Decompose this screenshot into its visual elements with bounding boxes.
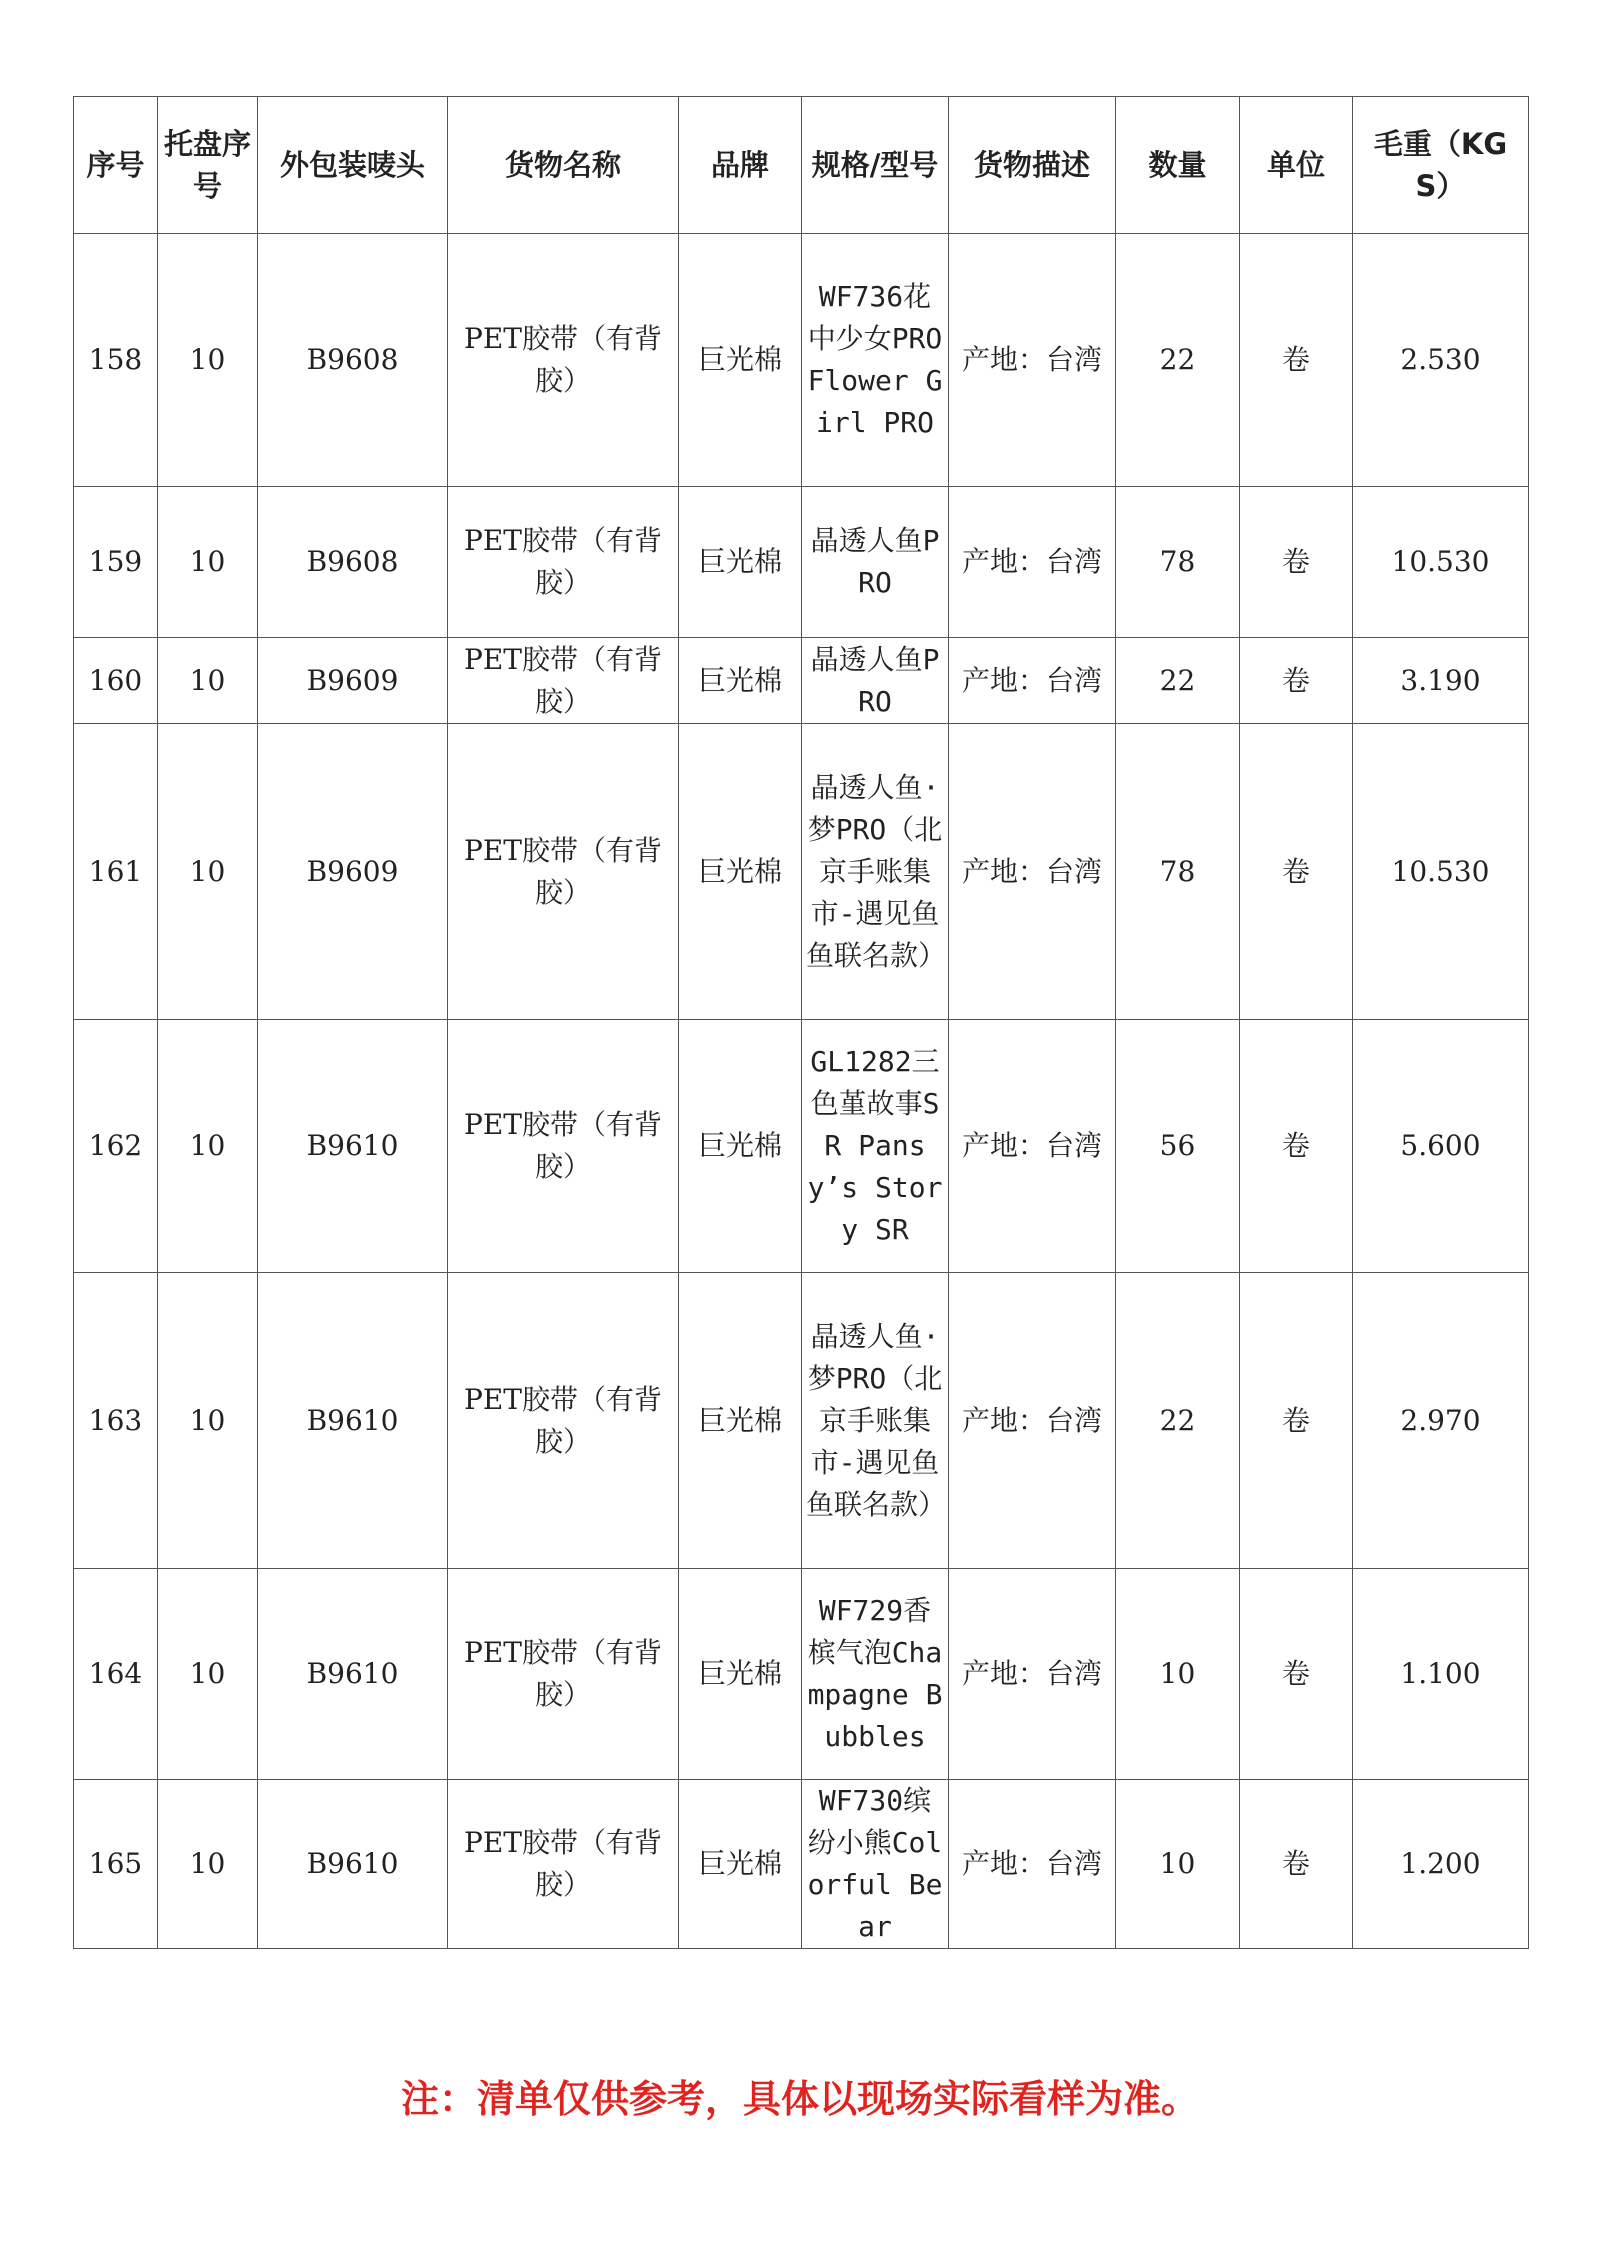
header-spec: 规格/型号	[802, 97, 949, 234]
cell-brand: 巨光棉	[679, 487, 802, 638]
cell-mark: B9610	[258, 1569, 448, 1780]
cell-pallet: 10	[158, 1273, 258, 1569]
cell-no: 159	[74, 487, 158, 638]
cell-brand: 巨光棉	[679, 1020, 802, 1273]
cell-unit: 卷	[1240, 724, 1353, 1020]
cell-name: PET胶带（有背胶）	[448, 638, 679, 724]
cell-name: PET胶带（有背胶）	[448, 1273, 679, 1569]
cell-name: PET胶带（有背胶）	[448, 724, 679, 1020]
cell-desc: 产地：台湾	[949, 724, 1116, 1020]
table-row	[74, 234, 1529, 487]
header-desc: 货物描述	[949, 97, 1116, 234]
cell-mark: B9609	[258, 638, 448, 724]
cell-desc: 产地：台湾	[949, 638, 1116, 724]
header-brand: 品牌	[679, 97, 802, 234]
cell-unit: 卷	[1240, 638, 1353, 724]
cell-desc: 产地：台湾	[949, 1020, 1116, 1273]
cell-qty: 10	[1116, 1569, 1240, 1780]
header-unit: 单位	[1240, 97, 1353, 234]
table-row	[74, 1273, 1529, 1569]
cell-desc: 产地：台湾	[949, 1273, 1116, 1569]
table-row	[74, 1780, 1529, 1949]
cell-pallet: 10	[158, 1780, 258, 1949]
cell-pallet: 10	[158, 1020, 258, 1273]
cell-pallet: 10	[158, 1569, 258, 1780]
goods-table	[73, 96, 1529, 1949]
cell-unit: 卷	[1240, 234, 1353, 487]
cell-pallet: 10	[158, 638, 258, 724]
cell-qty: 22	[1116, 1273, 1240, 1569]
cell-pallet: 10	[158, 487, 258, 638]
table-row	[74, 638, 1529, 724]
cell-unit: 卷	[1240, 1780, 1353, 1949]
cell-weight: 10.530	[1353, 487, 1529, 638]
header-no: 序号	[74, 97, 158, 234]
cell-unit: 卷	[1240, 1020, 1353, 1273]
cell-name: PET胶带（有背胶）	[448, 1780, 679, 1949]
table-row	[74, 1020, 1529, 1273]
cell-spec: GL1282三色堇故事SR Pansy’s Story SR	[802, 1020, 949, 1273]
cell-unit: 卷	[1240, 1569, 1353, 1780]
cell-mark: B9610	[258, 1780, 448, 1949]
cell-name: PET胶带（有背胶）	[448, 234, 679, 487]
cell-no: 164	[74, 1569, 158, 1780]
cell-spec: 晶透人鱼PRO	[802, 638, 949, 724]
cell-brand: 巨光棉	[679, 1273, 802, 1569]
cell-qty: 78	[1116, 487, 1240, 638]
cell-desc: 产地：台湾	[949, 487, 1116, 638]
cell-brand: 巨光棉	[679, 638, 802, 724]
cell-spec: WF729香槟气泡Champagne Bubbles	[802, 1569, 949, 1780]
cell-weight: 1.200	[1353, 1780, 1529, 1949]
cell-qty: 10	[1116, 1780, 1240, 1949]
cell-brand: 巨光棉	[679, 234, 802, 487]
table-row	[74, 487, 1529, 638]
header-qty: 数量	[1116, 97, 1240, 234]
cell-unit: 卷	[1240, 487, 1353, 638]
cell-weight: 2.970	[1353, 1273, 1529, 1569]
cell-spec: WF730缤纷小熊Colorful Bear	[802, 1780, 949, 1949]
cell-desc: 产地：台湾	[949, 1569, 1116, 1780]
cell-name: PET胶带（有背胶）	[448, 487, 679, 638]
cell-mark: B9609	[258, 724, 448, 1020]
cell-no: 163	[74, 1273, 158, 1569]
cell-weight: 1.100	[1353, 1569, 1529, 1780]
cell-mark: B9610	[258, 1020, 448, 1273]
cell-spec: WF736花中少女PRO Flower Girl PRO	[802, 234, 949, 487]
cell-desc: 产地：台湾	[949, 234, 1116, 487]
cell-unit: 卷	[1240, 1273, 1353, 1569]
cell-weight: 3.190	[1353, 638, 1529, 724]
table-row	[74, 724, 1529, 1020]
cell-qty: 22	[1116, 638, 1240, 724]
table-row	[74, 1569, 1529, 1780]
cell-qty: 78	[1116, 724, 1240, 1020]
header-pallet: 托盘序号	[158, 97, 258, 234]
cell-brand: 巨光棉	[679, 1780, 802, 1949]
cell-weight: 2.530	[1353, 234, 1529, 487]
header-mark: 外包装唛头	[258, 97, 448, 234]
cell-name: PET胶带（有背胶）	[448, 1020, 679, 1273]
table-header-row	[74, 97, 1529, 234]
cell-spec: 晶透人鱼·梦PRO（北京手账集市-遇见鱼鱼联名款）	[802, 724, 949, 1020]
cell-no: 162	[74, 1020, 158, 1273]
cell-weight: 5.600	[1353, 1020, 1529, 1273]
cell-no: 160	[74, 638, 158, 724]
cell-brand: 巨光棉	[679, 724, 802, 1020]
cell-name: PET胶带（有背胶）	[448, 1569, 679, 1780]
cell-desc: 产地：台湾	[949, 1780, 1116, 1949]
cell-mark: B9610	[258, 1273, 448, 1569]
cell-no: 161	[74, 724, 158, 1020]
cell-no: 158	[74, 234, 158, 487]
cell-spec: 晶透人鱼PRO	[802, 487, 949, 638]
disclaimer-note: 注：清单仅供参考，具体以现场实际看样为准。	[400, 2077, 1199, 2121]
header-name: 货物名称	[448, 97, 679, 234]
cell-qty: 56	[1116, 1020, 1240, 1273]
header-weight: 毛重（KGS）	[1353, 97, 1529, 234]
cell-spec: 晶透人鱼·梦PRO（北京手账集市-遇见鱼鱼联名款）	[802, 1273, 949, 1569]
cell-qty: 22	[1116, 234, 1240, 487]
cell-weight: 10.530	[1353, 724, 1529, 1020]
cell-pallet: 10	[158, 724, 258, 1020]
cell-pallet: 10	[158, 234, 258, 487]
cell-mark: B9608	[258, 487, 448, 638]
cell-mark: B9608	[258, 234, 448, 487]
goods-list-sheet	[73, 96, 1528, 1949]
cell-no: 165	[74, 1780, 158, 1949]
cell-brand: 巨光棉	[679, 1569, 802, 1780]
